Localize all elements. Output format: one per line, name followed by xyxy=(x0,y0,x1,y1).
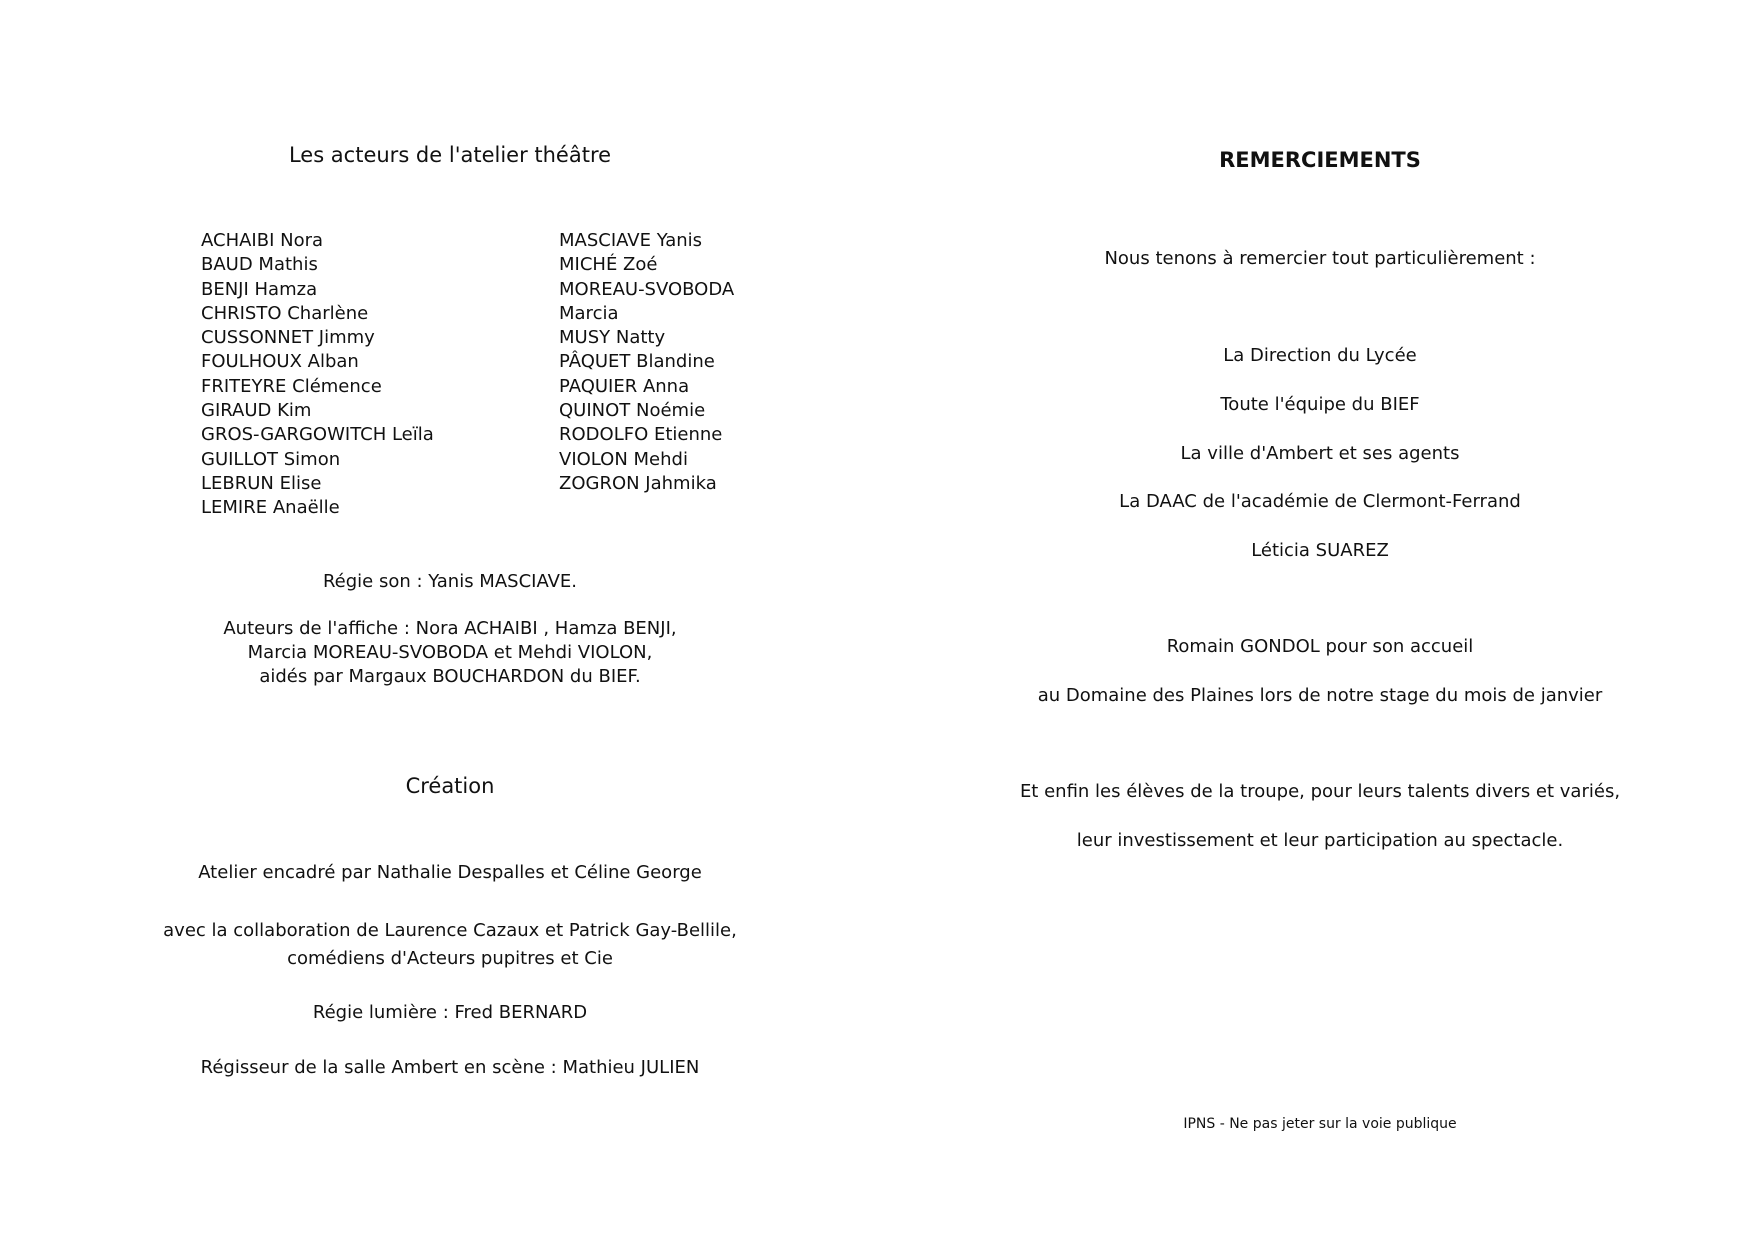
poster-credit xyxy=(130,617,770,689)
actor-name: FOULHOUX Alban xyxy=(201,351,359,373)
actor-name: MICHÉ Zoé xyxy=(559,254,658,276)
actor-name: ZOGRON Jahmika xyxy=(559,472,717,494)
creation-collab-line: avec la collaboration de Laurence Cazaux et Patrick Gay-Bellile, xyxy=(163,920,737,941)
thanks-romain-line: Romain GONDOL pour son accueil xyxy=(1166,636,1474,657)
actor-name: MUSY Natty xyxy=(559,327,666,349)
stage-manager-credit: Régisseur de la salle Ambert en scène : Mathieu JULIEN xyxy=(200,1057,700,1078)
thanks-title: REMERCIEMENTS xyxy=(1219,148,1421,172)
actor-name: RODOLFO Etienne xyxy=(559,424,723,446)
actors-list-column-2 xyxy=(559,229,734,496)
creation-supervised: Atelier encadré par Nathalie Despalles et Céline George xyxy=(198,862,702,883)
actor-name: CUSSONNET Jimmy xyxy=(201,327,375,349)
actor-name: VIOLON Mehdi xyxy=(559,448,688,470)
actor-name: GIRAUD Kim xyxy=(201,400,312,422)
sound-credit: Régie son : Yanis MASCIAVE. xyxy=(322,571,578,592)
actor-name: CHRISTO Charlène xyxy=(201,302,369,324)
thanks-students-line: leur investissement et leur participation au spectacle. xyxy=(1076,830,1564,851)
actor-name: PAQUIER Anna xyxy=(559,375,690,397)
poster-credit-line: Auteurs de l'affiche : Nora ACHAIBI , Hamza BENJI, xyxy=(223,618,677,639)
poster-credit-line: Marcia MOREAU-SVOBODA et Mehdi VIOLON, xyxy=(247,642,653,663)
creation-collab-line: comédiens d'Acteurs pupitres et Cie xyxy=(287,948,613,969)
actor-name: FRITEYRE Clémence xyxy=(201,375,382,397)
actor-name: MOREAU-SVOBODA xyxy=(559,278,735,300)
actor-name: PÂQUET Blandine xyxy=(559,351,715,373)
actor-name: LEBRUN Elise xyxy=(201,472,322,494)
thanks-students-line: Et enfin les élèves de la troupe, pour leurs talents divers et variés, xyxy=(1019,781,1621,802)
ipns-footer-note: IPNS - Ne pas jeter sur la voie publique xyxy=(1183,1116,1457,1132)
actor-name: Marcia xyxy=(559,302,619,324)
thanks-intro: Nous tenons à remercier tout particulièrement : xyxy=(1104,248,1536,269)
actor-name: BAUD Mathis xyxy=(201,254,318,276)
actor-name: LEMIRE Anaëlle xyxy=(201,497,340,519)
thanks-item: Léticia SUAREZ xyxy=(1251,540,1389,561)
actor-name: BENJI Hamza xyxy=(201,278,318,300)
actor-name: ACHAIBI Nora xyxy=(201,230,324,251)
actors-list-column-1 xyxy=(201,229,434,521)
thanks-item: La Direction du Lycée xyxy=(1223,345,1417,366)
creation-collaboration xyxy=(130,917,770,973)
creation-title: Création xyxy=(405,774,495,798)
thanks-item: La ville d'Ambert et ses agents xyxy=(1180,443,1460,464)
poster-credit-line: aidés par Margaux BOUCHARDON du BIEF. xyxy=(259,666,641,687)
actors-title: Les acteurs de l'atelier théâtre xyxy=(288,143,612,167)
actor-name: MASCIAVE Yanis xyxy=(559,230,703,251)
actor-name: GROS-GARGOWITCH Leïla xyxy=(201,424,434,446)
actor-name: GUILLOT Simon xyxy=(201,448,341,470)
thanks-item: La DAAC de l'académie de Clermont-Ferrand xyxy=(1119,491,1521,512)
thanks-item: Toute l'équipe du BIEF xyxy=(1220,394,1420,415)
thanks-romain-line: au Domaine des Plaines lors de notre stage du mois de janvier xyxy=(1037,685,1603,706)
lighting-credit: Régie lumière : Fred BERNARD xyxy=(312,1002,588,1023)
actor-name: QUINOT Noémie xyxy=(559,400,706,422)
